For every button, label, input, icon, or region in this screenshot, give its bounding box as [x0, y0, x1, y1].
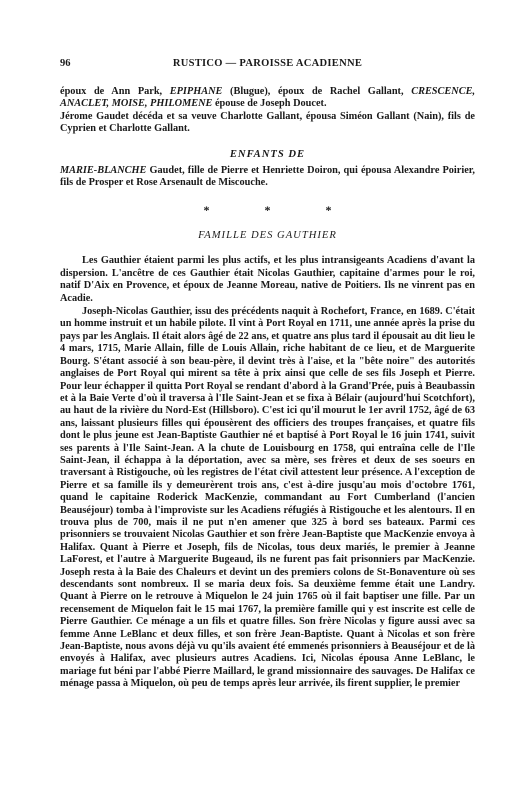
- enfants-paragraph: [60, 165, 475, 190]
- body-paragraph-1: Les Gauthier étaient parmi les plus actifs, et les plus intransigeants Acadiens d'avant la dispersion. L'ancêtre de ces Gauthier était Nicolas Gauthier, capitaine d'armes pour le roi, natif D'Aix en Provence, et époux de Jeanne Moreau, native de Poitiers. Ils ne vinrent pas en Acadie.: [60, 255, 475, 304]
- intro-names-list: CRESCENCE, ANACLET, MOISE, PHILOMENE: [60, 86, 476, 110]
- enfants-text: Gaudet, fille de Pierre et Henriette Doiron, qui épousa Alexandre Poirier, fils de Prosper et Rose Arsenault de Miscouche.: [60, 164, 475, 189]
- section-separator: * * *: [203, 203, 358, 218]
- page-number: 96: [60, 58, 71, 69]
- enfants-name: MARIE-BLANCHE: [60, 164, 147, 176]
- enfants-heading: ENFANTS DE: [229, 148, 306, 160]
- intro-text-3: épouse de Joseph Doucet.: [212, 98, 327, 110]
- running-title: RUSTICO — PAROISSE ACADIENNE: [172, 58, 363, 69]
- body-paragraph-2: Joseph-Nicolas Gauthier, issu des précédents naquit à Rochefort, France, en 1689. C'était un homme instruit et un habile pilote. Il vint à Port Royal en 1711, une année après la prise du pays par les Anglais. Il était alors âgé de 22 ans, et quatre ans plus tard il épousait au dit lieu le 4 mars, 1715, Marie Allain, fille de Louis Allain, riche habitant de ce lieu, et de Marguerite Bourg. S'étant associé à son beau-père, il devint très à l'aise, et la "bête noire" des autorités anglaises de Port Royal qui mirent sa tête à prix ainsi que celle de ses fils Joseph et Pierre. Pour leur échapper il quitta Port Royal se rendant d'abord à la Grand'Prée, puis à Beaubassin et à la Baie Verte d'où il traversa à l'Ile Saint-Jean et se fixa à Bélair (aujourd'hui Scotchfort), au haut de la rivière du Nord-Est (Hillsboro). C'est ici qu'il mourut le 1er avril 1752, âgé de 63 ans, laissant plusieurs filles qui épousèrent des officiers des troupes françaises, et quatre fils dont le plus jeune est Jean-Baptiste Gauthier né et baptisé à Port Royal le 16 juin 1741, suivit ses parents à l'Ile Saint-Jean. A la chute de Louisbourg en 1758, qui entraîna celle de l'Ile Saint-Jean, il échappa à la déportation, avec sa mère, ses frères et deux de ses soeurs en traversant à Ristigouche, où les registres de l'état civil attestent leur présence. A l'exception de Pierre et sa famille ils y demeurèrent trois ans, c'est à-dire jusqu'au mois d'octobre 1761, quand le capitaine Roderick MacKenzie, commandant au Fort Cumberland (l'ancien Beauséjour) tomba à l'improviste sur les Acadiens réfugiés à Ristigouche et les alentours. Il en trouva plus de 700, mais il ne put n'en amener que 325 à bord ses bateaux. Parmi ces prisonniers se trouvaient Nicolas Gauthier et son frère Jean-Baptiste que MacKenzie envoya à Halifax. Quant à Pierre et Joseph, fils de Nicolas, tous deux mariés, le premier à Jeanne LaForest, et l'autre à Marguerite Bugeaud, ils ne furent pas fait prisonniers par MacKenzie. Joseph resta à la Baie des Chaleurs et devint un des premiers colons de St-Bonaventure où ses descendants sont nombreux. Il se maria deux fois. Sa deuxième femme était une Landry. Quant à Pierre on le retrouve à Miquelon le 24 juin 1765 où il fait baptiser une fille. Par un recensement de Miquelon fait le 15 mai 1767, la première famille qui y est inscrite est celle de Pierre Gauthier. Ce ménage a un fils et quatre filles. Son frère Nicolas y figure aussi avec sa femme Anne LeBlanc et deux filles, et son frère Jean-Baptiste. Quant à Nicolas et son frère Jean-Baptiste, nous avons déjà vu qu'ils avaient été emmenés prisonniers à Beauséjour et de là envoyés à Halifax, avec plusieurs autres Acadiens. Ici, Nicolas épousa Anne LeBlanc, le mariage fut béni par l'abbé Pierre Maillard, le grand missionnaire des sauvages. De Halifax ce ménage passa à Miquelon, où peu de temps après leur arrivée, ils firent supplier, le premier: [60, 306, 475, 690]
- intro-paragraph: [60, 86, 475, 111]
- intro-text-2: (Blugue), époux de Rachel Gallant,: [222, 86, 412, 97]
- page-header: [60, 58, 475, 72]
- intro-paragraph-2: Jérome Gaudet décéda et sa veuve Charlotte Gallant, épousa Siméon Gallant (Nain), fils de Cyprien et Charlotte Gallant.: [60, 110, 475, 135]
- intro-text-1: époux de Ann Park,: [60, 86, 170, 97]
- intro-name-epiphane: EPIPHANE: [169, 86, 223, 97]
- section-title: FAMILLE DES GAUTHIER: [198, 230, 337, 242]
- section-body: [60, 255, 475, 690]
